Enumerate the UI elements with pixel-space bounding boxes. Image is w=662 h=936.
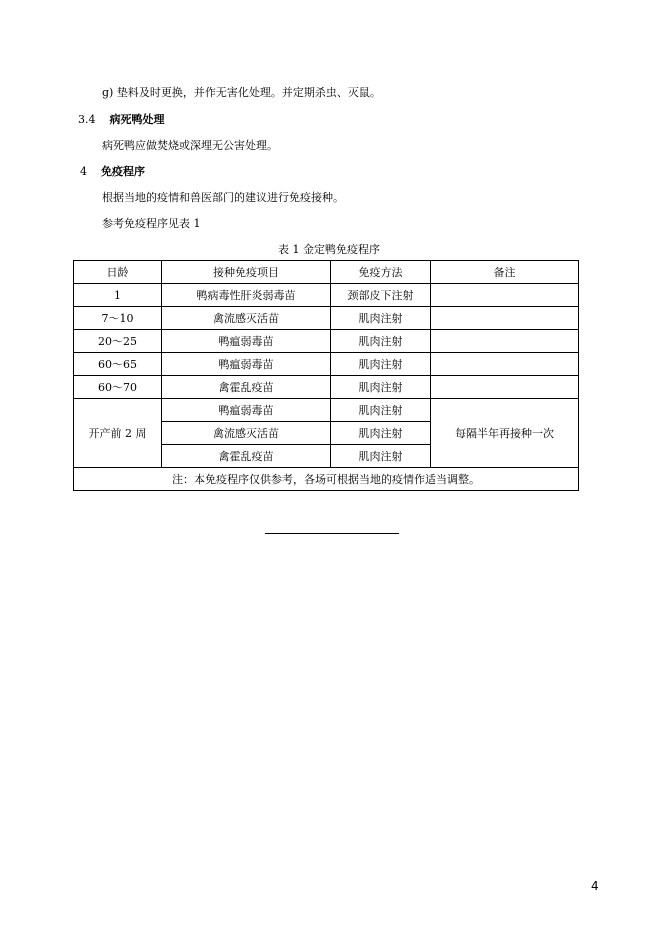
header-method: 免疫方法 bbox=[331, 261, 431, 284]
cell-age: 60～70 bbox=[74, 376, 162, 399]
cell-method: 肌肉注射 bbox=[331, 353, 431, 376]
table-row bbox=[74, 330, 579, 353]
cell-age: 1 bbox=[74, 284, 162, 307]
table-row bbox=[74, 284, 579, 307]
cell-note bbox=[431, 376, 579, 399]
cell-note-group: 每隔半年再接种一次 bbox=[431, 399, 579, 468]
cell-vaccine: 鸭瘟弱毒苗 bbox=[162, 330, 331, 353]
section-heading-3-4 bbox=[78, 111, 165, 127]
header-note: 备注 bbox=[431, 261, 579, 284]
cell-method: 肌肉注射 bbox=[331, 422, 431, 445]
cell-vaccine: 禽流感灭活苗 bbox=[162, 422, 331, 445]
cell-note bbox=[431, 330, 579, 353]
vaccination-table bbox=[73, 260, 579, 491]
cell-age: 20～25 bbox=[74, 330, 162, 353]
header-vaccine: 接种免疫项目 bbox=[162, 261, 331, 284]
paragraph: 病死鸭应做焚烧或深埋无公害处理。 bbox=[102, 139, 278, 152]
cell-age: 60～65 bbox=[74, 353, 162, 376]
cell-vaccine: 鸭瘟弱毒苗 bbox=[162, 353, 331, 376]
table-row bbox=[74, 376, 579, 399]
header-age: 日龄 bbox=[74, 261, 162, 284]
end-rule bbox=[265, 533, 399, 534]
cell-age: 7～10 bbox=[74, 307, 162, 330]
cell-vaccine: 禽流感灭活苗 bbox=[162, 307, 331, 330]
cell-method: 肌肉注射 bbox=[331, 307, 431, 330]
cell-method: 肌肉注射 bbox=[331, 330, 431, 353]
table-row bbox=[74, 353, 579, 376]
cell-method: 肌肉注射 bbox=[331, 399, 431, 422]
section-number: 3.4 bbox=[78, 113, 96, 126]
cell-method: 肌肉注射 bbox=[331, 376, 431, 399]
table-caption: 表 1 金定鸭免疫程序 bbox=[278, 243, 380, 256]
cell-note bbox=[431, 284, 579, 307]
page-number: 4 bbox=[591, 879, 599, 893]
section-title: 病死鸭处理 bbox=[109, 113, 165, 126]
section-number: 4 bbox=[80, 165, 87, 178]
paragraph: 参考免疫程序见表 1 bbox=[102, 217, 201, 230]
cell-method: 肌肉注射 bbox=[331, 445, 431, 468]
cell-vaccine: 禽霍乱疫苗 bbox=[162, 376, 331, 399]
section-title: 免疫程序 bbox=[101, 165, 145, 178]
cell-note bbox=[431, 353, 579, 376]
list-item-g: g) 垫料及时更换，并作无害化处理。并定期杀虫、灭鼠。 bbox=[102, 86, 381, 99]
table-row bbox=[74, 399, 579, 422]
cell-age-group: 开产前 2 周 bbox=[74, 399, 162, 468]
table-footnote: 注：本免疫程序仅供参考，各场可根据当地的疫情作适当调整。 bbox=[74, 468, 579, 491]
table-row bbox=[74, 307, 579, 330]
table-header-row bbox=[74, 261, 579, 284]
cell-note bbox=[431, 307, 579, 330]
cell-method: 颈部皮下注射 bbox=[331, 284, 431, 307]
cell-vaccine: 鸭瘟弱毒苗 bbox=[162, 399, 331, 422]
section-heading-4 bbox=[80, 163, 145, 179]
cell-vaccine: 鸭病毒性肝炎弱毒苗 bbox=[162, 284, 331, 307]
table-footnote-row bbox=[74, 468, 579, 491]
cell-vaccine: 禽霍乱疫苗 bbox=[162, 445, 331, 468]
paragraph: 根据当地的疫情和兽医部门的建议进行免疫接种。 bbox=[102, 191, 344, 204]
